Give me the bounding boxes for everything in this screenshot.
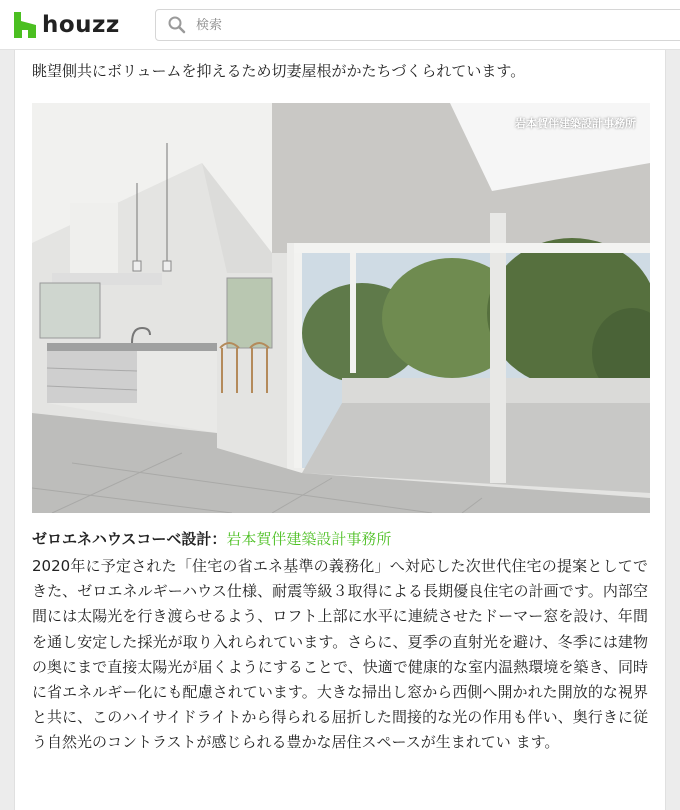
caption-body: 2020年に予定された「住宅の省エネ基準の義務化」へ対応した次世代住宅の提案としてできた、ゼロエネルギーハウス仕様、耐震等級３取得による長期優良住宅の計画です。内部空間には太陽光を行き渡らせるよう、ロフト上部に水平に連続させたドーマー窓を設け、年間を通し安定した採光が取り入れられています。さらに、夏季の直射光を避け、冬季には建物の奥にまで直接太陽光が届くようにすることで、快適で健康的な室内温熱環境を築き、同時に省エネルギー化にも配慮されています。大きな掃出し窓から西側へ開かれた開放的な視界と共に、このハイサイドライトから得られる屈折した間接的な光の作用も伴い、奥行きに従う自然光のコントラストが感じられる豊かな居住スペースが生まれてい ます。 (32, 557, 648, 752)
search-icon (166, 14, 188, 36)
logo-text: houzz (42, 12, 120, 38)
houzz-logo[interactable] (14, 11, 120, 39)
top-header (0, 0, 680, 50)
search-input[interactable] (196, 18, 596, 33)
interior-photo-illustration (32, 103, 650, 513)
caption-title (32, 528, 391, 550)
caption-title-text: ゼロエネハウスコーベ設計： (32, 530, 227, 548)
photo-credit[interactable]: 岩本賀伴建築設計事務所 (515, 117, 636, 130)
houzz-logo-icon (14, 12, 36, 38)
search-box[interactable] (155, 9, 680, 41)
designer-link[interactable]: 岩本賀伴建築設計事務所 (226, 530, 392, 548)
article-card (14, 50, 666, 810)
article-photo[interactable] (32, 103, 650, 513)
intro-text: 眺望側共にボリュームを抑えるため切妻屋根がかたちづくられています。 (32, 62, 526, 80)
